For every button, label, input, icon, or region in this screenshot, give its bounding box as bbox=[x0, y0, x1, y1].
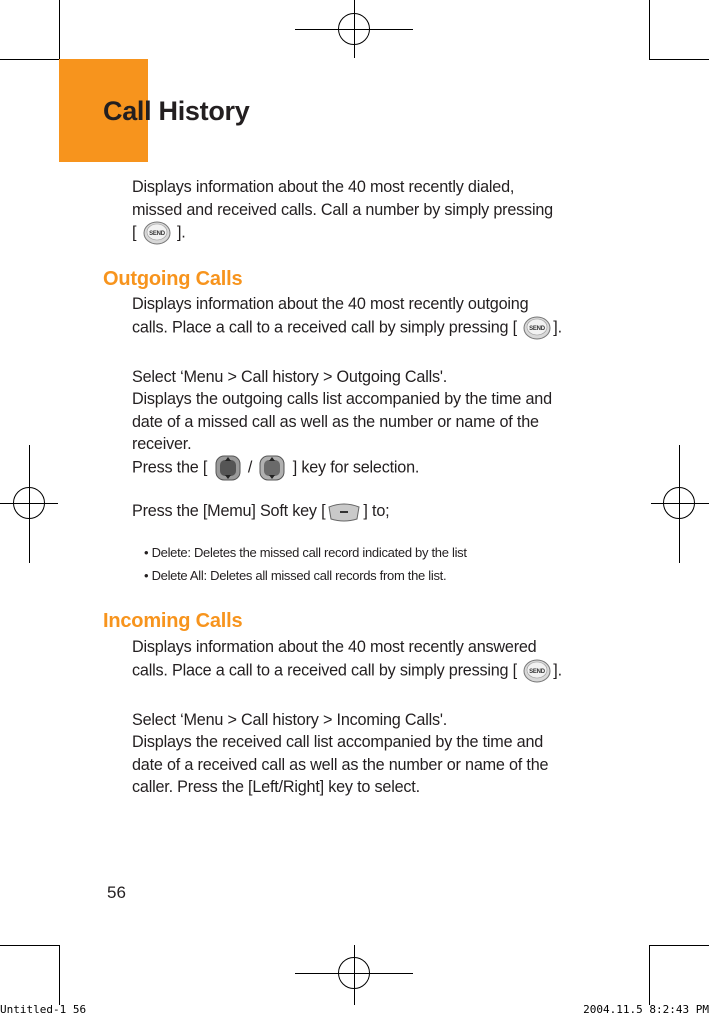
intro-line-1: Displays information about the 40 most recently dialed, bbox=[132, 178, 515, 196]
bullet-delete-all: • Delete All: Deletes all missed call records from the list. bbox=[144, 568, 447, 583]
outgoing-p3: Press the [Memu] Soft key [ ] to; bbox=[132, 500, 389, 523]
nav-up-key-icon bbox=[214, 454, 242, 482]
send-key-icon bbox=[143, 219, 171, 247]
intro-line-2: missed and received calls. Call a number by simply pressing bbox=[132, 201, 553, 219]
svg-text:SEND: SEND bbox=[148, 231, 165, 237]
page-title: Call History bbox=[103, 96, 250, 126]
intro-line-3: [ SEND ]. bbox=[132, 219, 186, 247]
incoming-p2-line-3: date of a received call as well as the number or name of the bbox=[132, 756, 549, 774]
incoming-p2-line-4: caller. Press the [Left/Right] key to select. bbox=[132, 778, 420, 796]
incoming-p1-line-2: calls. Place a call to a received call by simply pressing [ SEND ]. bbox=[132, 657, 562, 685]
soft-key-icon bbox=[327, 501, 361, 523]
send-key-icon bbox=[523, 314, 551, 342]
svg-text:SEND: SEND bbox=[529, 326, 546, 332]
outgoing-p1-line-2: calls. Place a call to a received call by simply pressing [ SEND ]. bbox=[132, 314, 562, 342]
outgoing-p2-line-5: Press the [ / ] key for selection. bbox=[132, 454, 419, 482]
svg-text:SEND: SEND bbox=[529, 669, 546, 675]
nav-down-key-icon bbox=[258, 454, 286, 482]
send-key-icon bbox=[523, 657, 551, 685]
incoming-p2-line-1: Select ‘Menu > Call history > Incoming Calls'. bbox=[132, 711, 448, 729]
incoming-p1-line-1: Displays information about the 40 most recently answered bbox=[132, 638, 537, 656]
incoming-calls-heading: Incoming Calls bbox=[103, 610, 243, 632]
outgoing-p2-line-1: Select ‘Menu > Call history > Outgoing Calls'. bbox=[132, 368, 448, 386]
bullet-delete: • Delete: Deletes the missed call record indicated by the list bbox=[144, 545, 467, 560]
outgoing-p1-line-1: Displays information about the 40 most recently outgoing bbox=[132, 295, 529, 313]
outgoing-p2-line-4: receiver. bbox=[132, 435, 192, 453]
footer-timestamp: 2004.11.5 8:2:43 PM bbox=[583, 1003, 709, 1016]
outgoing-p2-line-2: Displays the outgoing calls list accompanied by the time and bbox=[132, 390, 552, 408]
incoming-p2-line-2: Displays the received call list accompanied by the time and bbox=[132, 733, 544, 751]
outgoing-calls-heading: Outgoing Calls bbox=[103, 268, 243, 290]
page-number: 56 bbox=[107, 883, 126, 902]
outgoing-p2-line-3: date of a missed call as well as the number or name of the bbox=[132, 413, 539, 431]
footer-file-info: Untitled-1 56 bbox=[0, 1003, 87, 1016]
